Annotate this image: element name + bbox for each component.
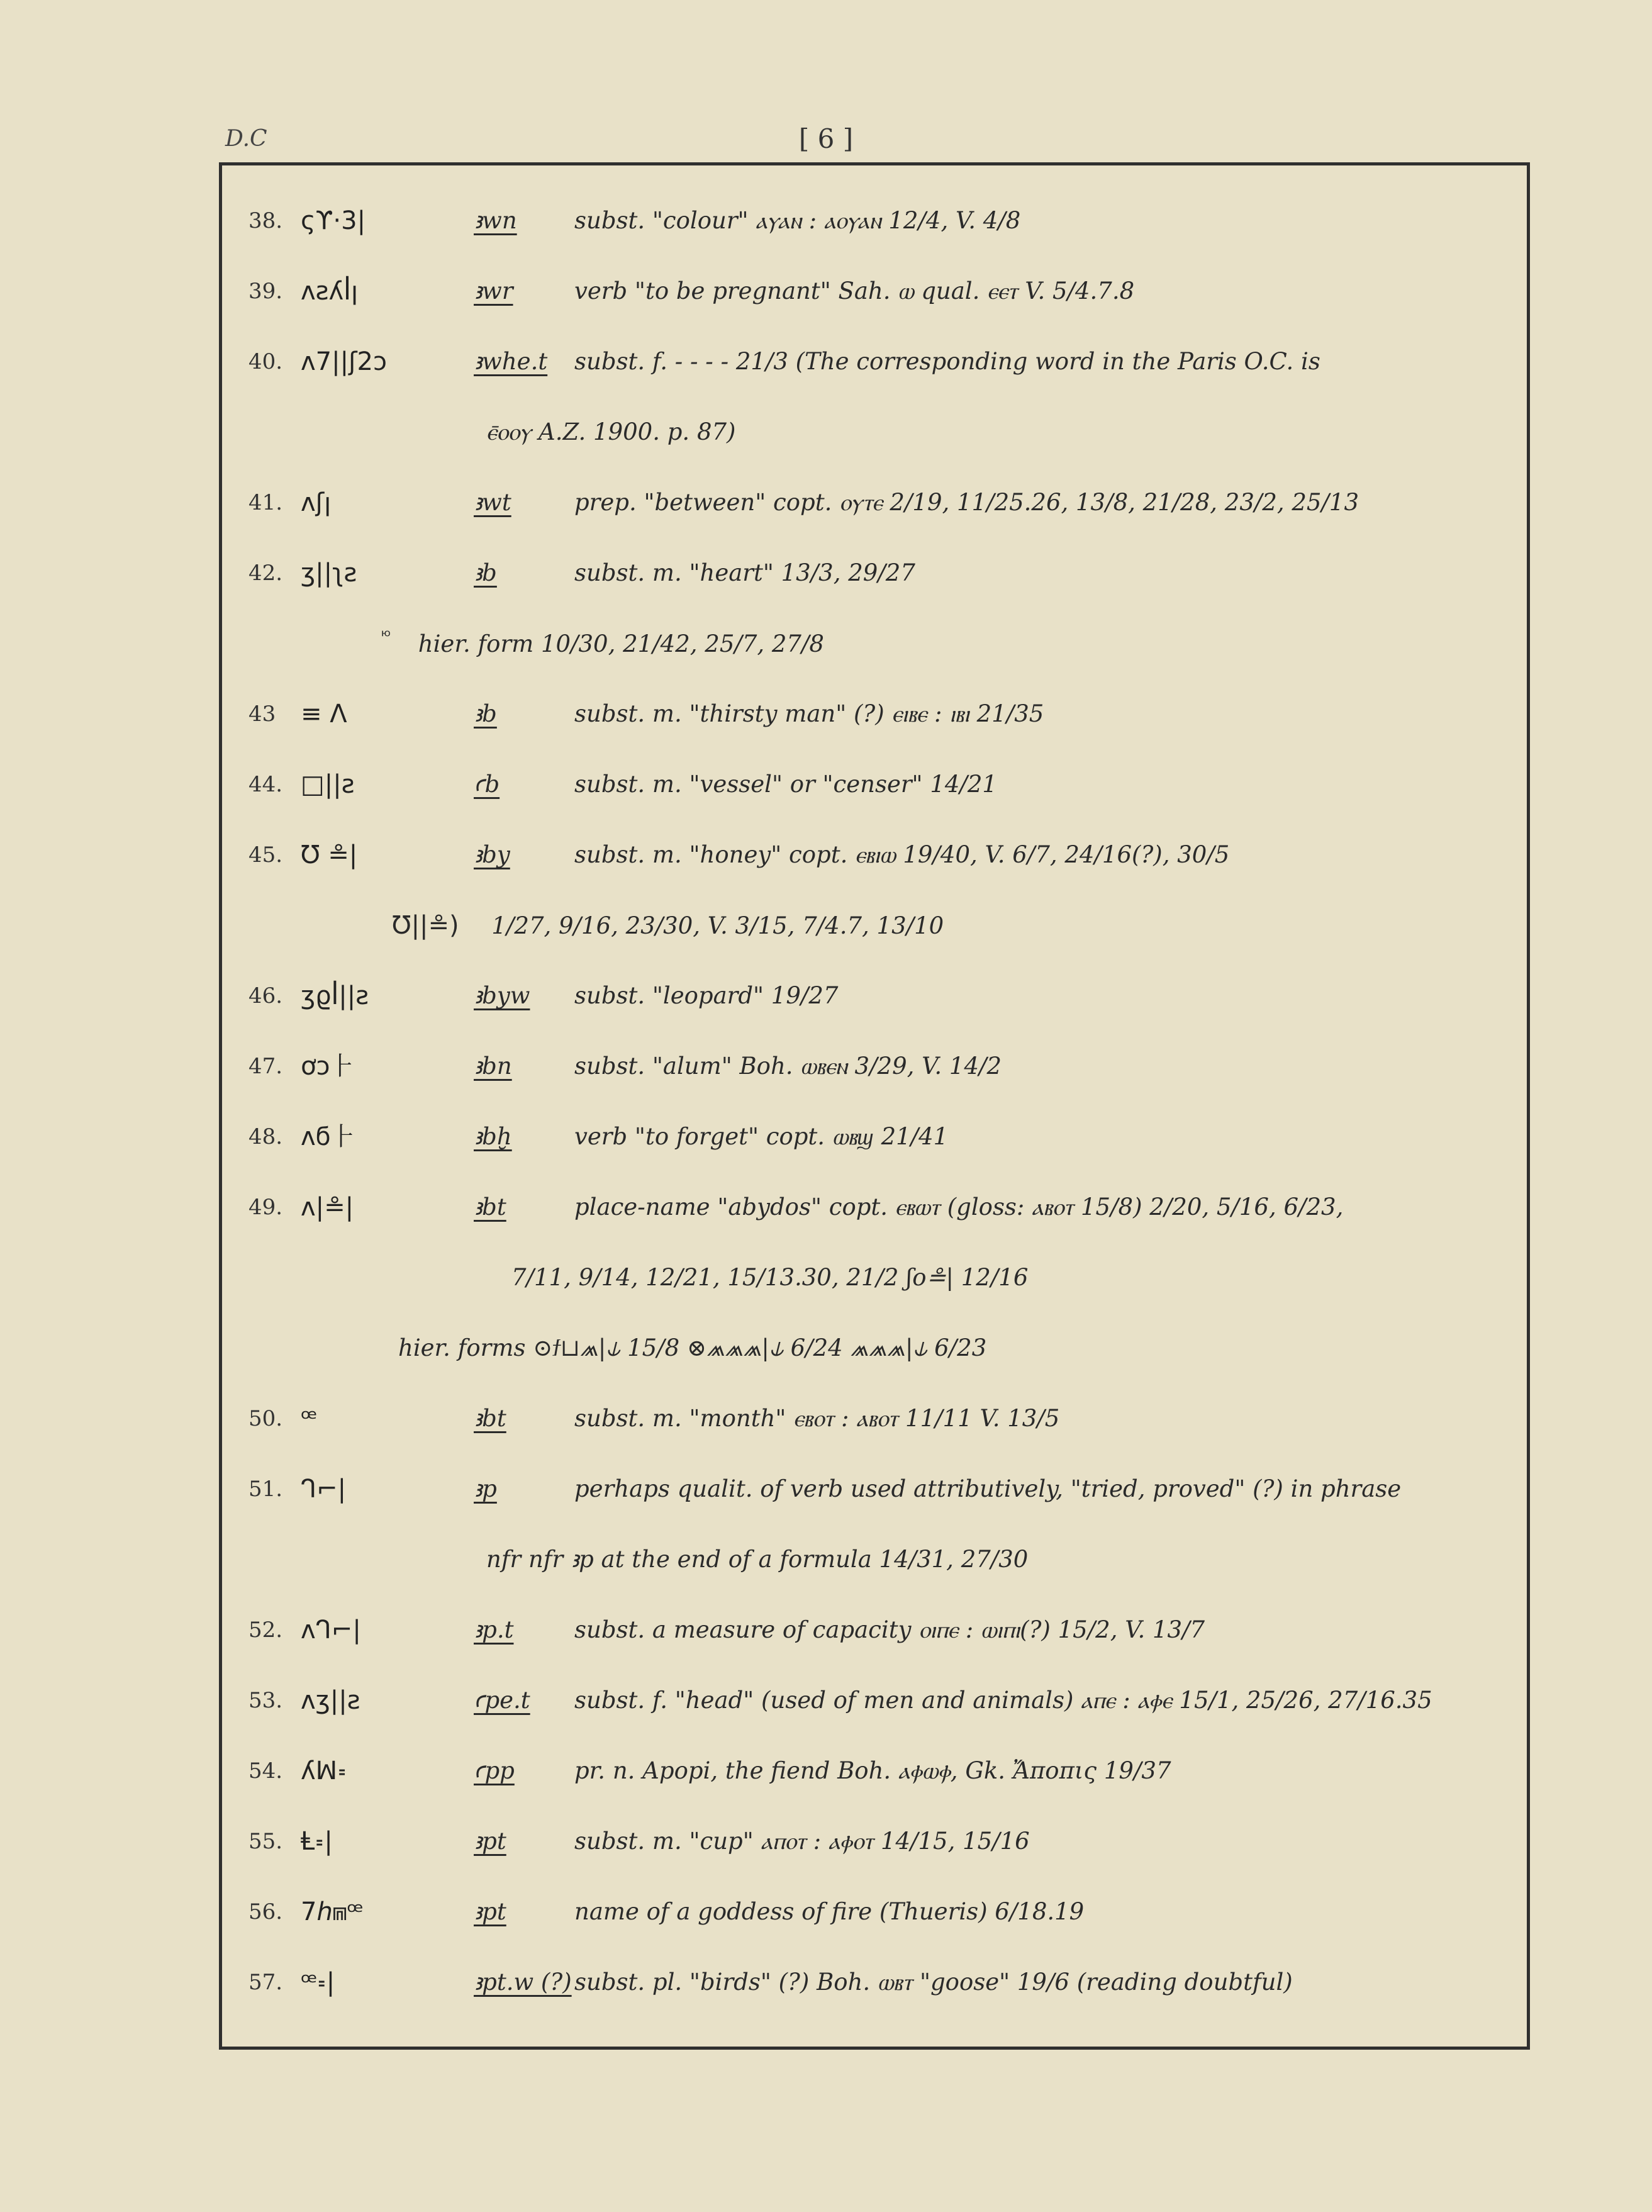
transliteration: ꜣwn bbox=[474, 207, 517, 234]
demotic-variant: Ʊ||≗) bbox=[392, 911, 459, 940]
transliteration: ꜣwr bbox=[474, 277, 513, 304]
transliteration: ꜣwt bbox=[474, 489, 511, 516]
transliteration: ꜣpt bbox=[474, 1898, 506, 1925]
transliteration: ꜣb bbox=[474, 700, 497, 727]
demotic-glyphs: ʌʒ||ꙅ bbox=[301, 1686, 360, 1715]
entry-description: perhaps qualit. of verb used attributively, "tried, proved" (?) in phrase bbox=[574, 1475, 1402, 1502]
demotic-glyphs: ʌʃꞁ bbox=[301, 488, 332, 517]
demotic-glyphs: ʒ||ʅƨ bbox=[301, 559, 357, 588]
transliteration: ꜣwhe.t bbox=[474, 348, 548, 375]
entry-49-hieratic-forms: hier. forms ⊙ϯ⊔⩕|⫝ 15/8 ⊗⩕⩕⩕|⫝ 6/24 ⩕⩕⩕|⫝ 6/23 bbox=[398, 1334, 987, 1361]
transliteration: ꜣby bbox=[474, 841, 510, 868]
demotic-glyphs: ʌϭ⺊ bbox=[301, 1122, 357, 1151]
transliteration: ꜣbḫ bbox=[474, 1123, 512, 1150]
entry-number: 49. bbox=[248, 1195, 283, 1220]
demotic-glyphs: 7ℎ⩎ꟹ bbox=[301, 1897, 364, 1926]
transliteration: ꜣpt bbox=[474, 1828, 506, 1855]
entry-47 bbox=[222, 1041, 1527, 1092]
entry-description: subst. m. "vessel" or "censer" 14/21 bbox=[574, 771, 997, 798]
entry-44 bbox=[222, 759, 1527, 810]
entry-57 bbox=[222, 1957, 1527, 2008]
demotic-glyphs: ʌ|≗| bbox=[301, 1193, 354, 1222]
entry-number: 46. bbox=[248, 983, 283, 1008]
entry-49 bbox=[222, 1182, 1527, 1232]
entry-description: subst. m. "honey" copt. ⲉⲃⲓⲱ 19/40, V. 6/7, 24/16(?), 30/5 bbox=[574, 841, 1230, 868]
entry-40-continuation: ⲉ̄ⲟⲟⲩ A.Z. 1900. p. 87) bbox=[486, 418, 736, 445]
entry-description: subst. "alum" Boh. ⲱⲃⲉⲛ 3/29, V. 14/2 bbox=[574, 1053, 1002, 1080]
entry-number: 52. bbox=[248, 1617, 283, 1643]
entry-number: 40. bbox=[248, 349, 283, 374]
page-mark: D.C bbox=[225, 126, 267, 152]
entry-description: name of a goddess of fire (Thueris) 6/18.19 bbox=[574, 1898, 1085, 1925]
entry-number: 48. bbox=[248, 1124, 283, 1149]
variant-references: 1/27, 9/16, 23/30, V. 3/15, 7/4.7, 13/10 bbox=[491, 912, 944, 939]
entry-description: subst. m. "month" ⲉⲃⲟⲧ : ⲁⲃⲟⲧ 11/11 V. 13/5 bbox=[574, 1405, 1060, 1432]
entry-51-continuation: nfr nfr ꜣp at the end of a formula 14/31, 27/30 bbox=[486, 1546, 1029, 1573]
entry-number: 56. bbox=[248, 1899, 283, 1924]
entry-description: pr. n. Apopi, the fiend Boh. ⲁⲫⲱⲫ, Gk. Ἄποπις 19/37 bbox=[574, 1757, 1171, 1784]
entry-42-continuation bbox=[386, 618, 824, 669]
entry-number: 44. bbox=[248, 772, 283, 797]
demotic-glyphs: Ⱡ꞊| bbox=[301, 1827, 333, 1856]
demotic-glyphs: □||ꙅ bbox=[301, 770, 355, 799]
demotic-glyphs: ơɔ⺊ bbox=[301, 1052, 355, 1081]
demotic-glyphs: ʌ7||ʃ2ɔ bbox=[301, 347, 387, 376]
entry-number: 54. bbox=[248, 1758, 283, 1784]
entry-39 bbox=[222, 266, 1527, 316]
entry-description: subst. "leopard" 19/27 bbox=[574, 982, 839, 1009]
entry-number: 53. bbox=[248, 1688, 283, 1713]
entry-number: 57. bbox=[248, 1970, 283, 1995]
transliteration: ꜣbt bbox=[474, 1405, 506, 1432]
transliteration: ꜣbt bbox=[474, 1193, 506, 1221]
demotic-glyphs: ꟹ bbox=[301, 1404, 317, 1433]
entry-description: verb "to forget" copt. ⲱⲃϣ 21/41 bbox=[574, 1123, 949, 1150]
entry-46 bbox=[222, 971, 1527, 1021]
transliteration: ꜣbn bbox=[474, 1053, 512, 1080]
entry-description: subst. m. "heart" 13/3, 29/27 bbox=[574, 559, 915, 586]
entry-56 bbox=[222, 1887, 1527, 1937]
entry-number: 50. bbox=[248, 1406, 283, 1431]
entry-55 bbox=[222, 1816, 1527, 1867]
entry-49-continuation: 7/11, 9/14, 12/21, 15/13.30, 21/2 ʃo≗| 12/16 bbox=[511, 1264, 1029, 1291]
entry-50 bbox=[222, 1394, 1527, 1444]
demotic-glyphs: Ʊ ≗| bbox=[301, 841, 358, 869]
entry-description: subst. a measure of capacity ⲟⲓⲡⲉ : ⲱⲓⲡⲓ(?) 15/2, V. 13/7 bbox=[574, 1616, 1205, 1643]
entry-description: subst. "colour" ⲁⲩⲁⲛ : ⲁⲟⲩⲁⲛ 12/4, V. 4/8 bbox=[574, 207, 1021, 234]
entry-54 bbox=[222, 1746, 1527, 1796]
entry-53 bbox=[222, 1675, 1527, 1726]
transliteration: ꜥpp bbox=[474, 1757, 515, 1784]
demotic-glyphs: ʌᒉ⌐| bbox=[301, 1616, 361, 1645]
demotic-glyphs: ʎꟽ꞊ bbox=[301, 1757, 347, 1785]
entry-number: 39. bbox=[248, 279, 283, 304]
entry-38 bbox=[222, 196, 1527, 246]
entry-number: 41. bbox=[248, 490, 283, 515]
entry-43 bbox=[222, 689, 1527, 739]
transliteration: ꜣp.t bbox=[474, 1616, 514, 1643]
entry-number: 38. bbox=[248, 208, 283, 233]
entry-45 bbox=[222, 830, 1527, 880]
demotic-glyphs: ꟹ꞊| bbox=[301, 1968, 335, 1997]
transliteration: ꜥb bbox=[474, 771, 500, 798]
entry-48 bbox=[222, 1112, 1527, 1162]
entry-description: verb "to be pregnant" Sah. ⲱ qual. ⲉⲉⲧ V. 5/4.7.8 bbox=[574, 277, 1135, 304]
entry-description: prep. "between" copt. ⲟⲩⲧⲉ 2/19, 11/25.26, 13/8, 21/28, 23/2, 25/13 bbox=[574, 489, 1359, 516]
entry-description: subst. m. "cup" ⲁⲡⲟⲧ : ⲁⲫⲟⲧ 14/15, 15/16 bbox=[574, 1828, 1030, 1855]
entry-number: 43 bbox=[248, 701, 276, 727]
entry-description: subst. f. "head" (used of men and animals) ⲁⲡⲉ : ⲁⲫⲉ 15/1, 25/26, 27/16.35 bbox=[574, 1687, 1432, 1714]
hieratic-forms: hier. form 10/30, 21/42, 25/7, 27/8 bbox=[418, 630, 824, 657]
entry-description: subst. m. "thirsty man" (?) ⲉⲓⲃⲉ : ⲓⲃⲓ 21/35 bbox=[574, 700, 1044, 727]
entry-number: 51. bbox=[248, 1477, 283, 1502]
entry-42 bbox=[222, 548, 1527, 598]
entry-number: 47. bbox=[248, 1054, 283, 1079]
entry-45-continuation bbox=[392, 900, 944, 951]
transliteration: ꜣp bbox=[474, 1475, 497, 1502]
entry-description: subst. f. - - - - 21/3 (The corresponding word in the Paris O.C. is bbox=[574, 348, 1320, 375]
entry-description: subst. pl. "birds" (?) Boh. ⲱⲃⲧ "goose" 19/6 (reading doubtful) bbox=[574, 1969, 1293, 1996]
transliteration: ꜣb bbox=[474, 559, 497, 586]
page-number: [ 6 ] bbox=[798, 123, 854, 154]
transliteration: ꜣbyw bbox=[474, 982, 530, 1009]
entry-52 bbox=[222, 1605, 1527, 1655]
entry-description: place-name "abydos" copt. ⲉⲃⲱⲧ (gloss: ⲁⲃⲟⲧ 15/8) 2/20, 5/16, 6/23, bbox=[574, 1193, 1344, 1221]
entry-number: 42. bbox=[248, 561, 283, 586]
transliteration: ꜣpt.w (?) bbox=[474, 1969, 572, 1996]
demotic-glyphs: ʒϱꟾ||ꙅ bbox=[301, 981, 369, 1010]
entry-51 bbox=[222, 1464, 1527, 1514]
entry-number: 45. bbox=[248, 842, 283, 868]
entries-frame bbox=[219, 162, 1530, 2050]
demotic-glyphs: ≡ ⴷ bbox=[301, 700, 347, 729]
demotic-glyphs: ᒉ⌐| bbox=[301, 1475, 347, 1504]
entry-40 bbox=[222, 337, 1527, 387]
entry-number: 55. bbox=[248, 1829, 283, 1854]
demotic-glyphs: ςϒ·3| bbox=[301, 206, 366, 235]
entry-41 bbox=[222, 478, 1527, 528]
demotic-glyphs: ʌƨʎꟾꞁ bbox=[301, 277, 359, 306]
transliteration: ꜥpe.t bbox=[474, 1687, 530, 1714]
